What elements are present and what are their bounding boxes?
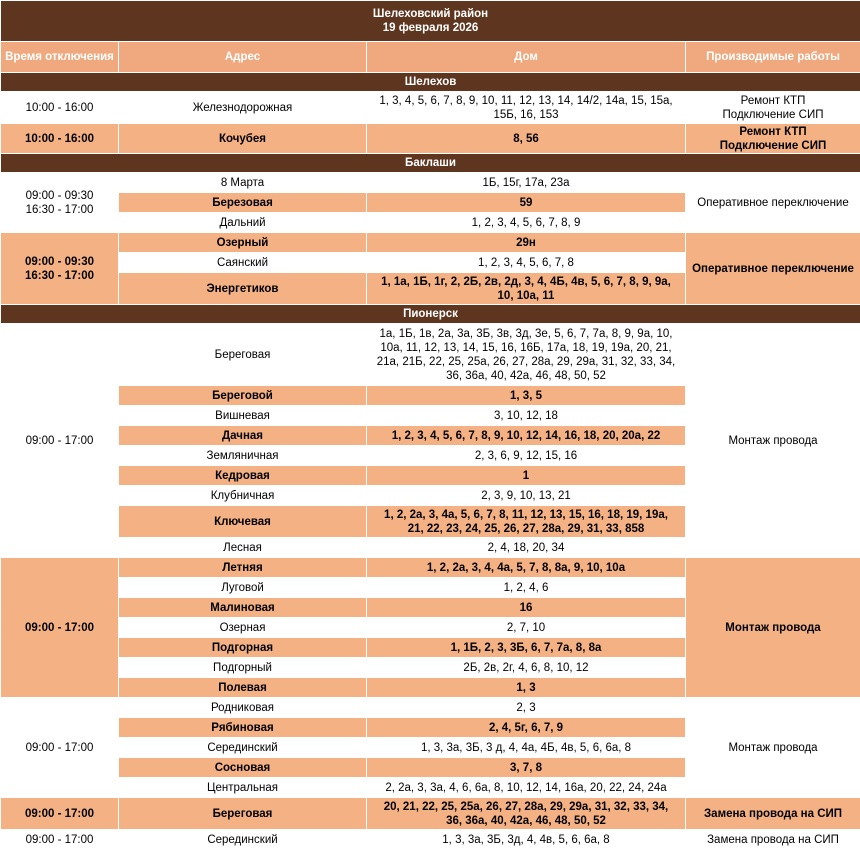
houses-cell: 29н [367,233,686,253]
street-cell: Малиновая [119,598,367,618]
houses-cell: 1, 3, 5 [367,386,686,406]
street-cell: Береговая [119,324,367,386]
street-cell: Озерный [119,233,367,253]
street-cell: 8 Марта [119,173,367,193]
table-title [1,1,860,42]
houses-cell: 1Б, 15г, 17а, 23а [367,173,686,193]
table-row [1,558,860,578]
table-row [1,173,860,193]
street-cell: Вишневая [119,406,367,426]
street-cell: Земляничная [119,446,367,466]
works-cell: Оперативное переключение [686,173,860,233]
street-cell: Серединский [119,738,367,758]
street-cell: Береговая [119,798,367,830]
houses-cell: 2, 2а, 3, 3а, 4, 6, 6а, 8, 10, 12, 14, 16а, 20, 22, 24, 24а [367,778,686,798]
houses-cell: 16 [367,598,686,618]
time-cell: 09:00 - 17:00 [1,324,119,558]
houses-cell: 2, 4, 18, 20, 34 [367,538,686,558]
street-cell: Летняя [119,558,367,578]
street-cell: Озерная [119,618,367,638]
street-cell: Березовая [119,193,367,213]
houses-cell: 1, 2, 2а, 3, 4, 4а, 5, 7, 8, 8а, 9, 10, 10а [367,558,686,578]
street-cell: Подгорный [119,658,367,678]
works-cell: Монтаж провода [686,698,860,798]
table-row [1,324,860,386]
street-cell: Родниковая [119,698,367,718]
street-cell: Сосновая [119,758,367,778]
houses-cell: 1, 3, 3а, 3Б, 3 д, 4, 4а, 4Б, 4в, 5, 6, 6а, 8 [367,738,686,758]
houses-cell: 1, 2, 3, 4, 5, 6, 7, 8 [367,253,686,273]
time-cell: 09:00 - 17:00 [1,558,119,698]
date: 19 февраля 2026 [382,22,479,34]
header-time: Время отключения [1,42,119,73]
works-cell: Монтаж провода [686,324,860,558]
houses-cell: 3, 7, 8 [367,758,686,778]
street-cell: Энергетиков [119,273,367,305]
houses-cell: 8, 56 [367,124,686,154]
street-cell: Саянский [119,253,367,273]
houses-cell: 2, 4, 5г, 6, 7, 9 [367,718,686,738]
houses-cell: 1, 2, 4, 6 [367,578,686,598]
table-row [1,798,860,830]
works-cell: Ремонт КТП Подключение СИП [686,92,860,124]
table-title-row [1,1,860,42]
houses-cell: 1, 3, 4, 5, 6, 7, 8, 9, 10, 11, 12, 13, 14, 14/2, 14а, 15, 15а, 15Б, 16, 153 [367,92,686,124]
street-cell: Лесная [119,538,367,558]
houses-cell: 1, 3 [367,678,686,698]
time-cell: 10:00 - 16:00 [1,124,119,154]
time-cell: 09:00 - 17:00 [1,830,119,850]
street-cell: Береговой [119,386,367,406]
section-row [1,154,860,173]
section-title: Пионерск [1,305,860,324]
time-cell: 09:00 - 09:30 16:30 - 17:00 [1,233,119,305]
street-cell: Ключевая [119,506,367,538]
houses-cell: 1, 3, 3а, 3Б, 3д, 4, 4в, 5, 6, 6а, 8 [367,830,686,850]
works-cell: Ремонт КТП Подключение СИП [686,124,860,154]
time-cell: 09:00 - 17:00 [1,698,119,798]
houses-cell: 1, 2, 3, 4, 5, 6, 7, 8, 9 [367,213,686,233]
table-row [1,124,860,154]
section-title: Шелехов [1,73,860,92]
street-cell: Железнодорожная [119,92,367,124]
houses-cell: 1, 1а, 1Б, 1г, 2, 2Б, 2в, 2д, 3, 4, 4Б, 4в, 5, 6, 7, 8, 9, 9а, 10, 10а, 11 [367,273,686,305]
street-cell: Подгорная [119,638,367,658]
houses-cell: 2, 7, 10 [367,618,686,638]
section-row [1,305,860,324]
table-row [1,233,860,253]
header-address: Адрес [119,42,367,73]
column-header-row [1,42,860,73]
street-cell: Кедровая [119,466,367,486]
header-works: Производимые работы [686,42,860,73]
houses-cell: 1, 2, 3, 4, 5, 6, 7, 8, 9, 10, 12, 14, 16, 18, 20, 20а, 22 [367,426,686,446]
time-cell: 09:00 - 17:00 [1,798,119,830]
street-cell: Серединский [119,830,367,850]
table-row [1,92,860,124]
works-cell: Монтаж провода [686,558,860,698]
works-cell: Замена провода на СИП [686,798,860,830]
street-cell: Рябиновая [119,718,367,738]
table-row [1,698,860,718]
houses-cell: 2, 3 [367,698,686,718]
section-row [1,73,860,92]
time-cell: 10:00 - 16:00 [1,92,119,124]
district-name: Шелеховский район [372,8,489,20]
street-cell: Кочубея [119,124,367,154]
houses-cell: 59 [367,193,686,213]
street-cell: Клубничная [119,486,367,506]
houses-cell: 20, 21, 22, 25, 25а, 26, 27, 28а, 29, 29а, 31, 32, 33, 34, 36, 36а, 40, 42а, 46, 48, 50, 52 [367,798,686,830]
houses-cell: 1, 2, 2а, 3, 4а, 5, 6, 7, 8, 11, 12, 13, 15, 16, 18, 19, 19а, 21, 22, 23, 24, 25, 26, 27, 28а, 29, 31, 33, 858 [367,506,686,538]
street-cell: Луговой [119,578,367,598]
works-cell: Оперативное переключение [686,233,860,305]
houses-cell: 3, 10, 12, 18 [367,406,686,426]
street-cell: Дальний [119,213,367,233]
street-cell: Дачная [119,426,367,446]
houses-cell: 1а, 1Б, 1в, 2а, 3а, 3Б, 3в, 3д, 3е, 5, 6, 7, 7а, 8, 9, 9а, 10, 10а, 11, 12, 13, 14, 15, 16, 16Б, 17а, 18, 19, 19а, 20, 21, 21а, 21Б, 22, 25, 25а, 26, 27, 28а, 29, 29а, 31, 32, 33, 34, 36, 36а, 40, 42а, 46, 48, 50, 52 [367,324,686,386]
section-title: Баклаши [1,154,860,173]
houses-cell: 1 [367,466,686,486]
street-cell: Центральная [119,778,367,798]
street-cell: Полевая [119,678,367,698]
houses-cell: 2Б, 2в, 2г, 4, 6, 8, 10, 12 [367,658,686,678]
time-cell: 09:00 - 09:30 16:30 - 17:00 [1,173,119,233]
houses-cell: 1, 1Б, 2, 3, 3Б, 6, 7, 7а, 8, 8а [367,638,686,658]
works-cell: Замена провода на СИП [686,830,860,850]
houses-cell: 2, 3, 6, 9, 12, 15, 16 [367,446,686,466]
header-house: Дом [367,42,686,73]
table-row [1,830,860,850]
houses-cell: 2, 3, 9, 10, 13, 21 [367,486,686,506]
